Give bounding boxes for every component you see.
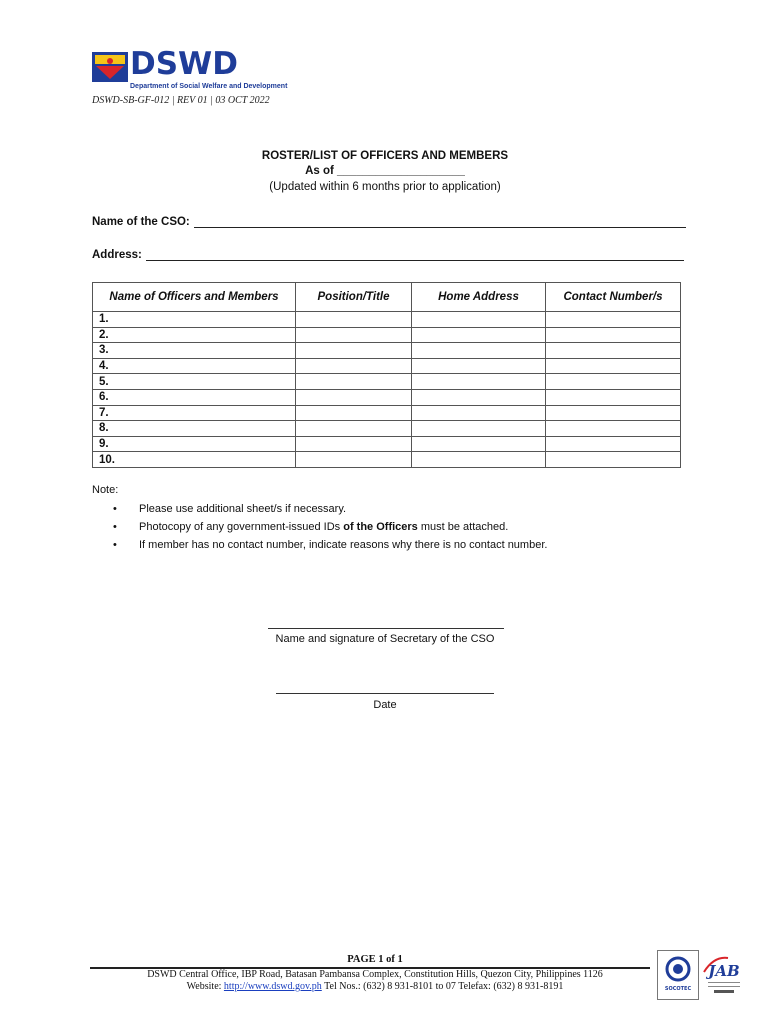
address-label: Address:: [92, 249, 142, 261]
name-cell[interactable]: 5.: [93, 374, 296, 390]
contact-cell[interactable]: [546, 312, 681, 328]
contact-cell[interactable]: [546, 436, 681, 452]
header-address: Home Address: [412, 283, 546, 312]
jab-label: JAB: [708, 962, 740, 980]
note-item-suffix: must be attached.: [417, 521, 509, 533]
header-name: Name of Officers and Members: [93, 283, 296, 312]
position-cell[interactable]: [296, 389, 412, 405]
position-cell[interactable]: [296, 327, 412, 343]
position-cell[interactable]: [296, 405, 412, 421]
footer-address: DSWD Central Office, IBP Road, Batasan Pambansa Complex, Constitution Hills, Quezon City, Philippines 1126: [147, 969, 603, 980]
socotec-cert-badge: [657, 950, 699, 1000]
address-blank[interactable]: [146, 248, 684, 261]
note-item: [113, 518, 547, 536]
page-number: PAGE 1 of 1: [347, 954, 403, 965]
address-cell[interactable]: [412, 389, 546, 405]
header-contact: Contact Number/s: [546, 283, 681, 312]
name-cell[interactable]: 8.: [93, 421, 296, 437]
note-item: • Please use additional sheet/s if necessary.: [113, 500, 547, 518]
logo-text: DSWD: [130, 46, 238, 82]
address-cell[interactable]: [412, 421, 546, 437]
note-label: Note:: [92, 484, 119, 496]
address-cell[interactable]: [412, 327, 546, 343]
note-item-text: Photocopy of any government-issued IDs: [139, 521, 344, 533]
contact-cell[interactable]: [546, 452, 681, 468]
name-cell[interactable]: 9.: [93, 436, 296, 452]
table-header-row: [93, 283, 681, 312]
address-field[interactable]: [92, 248, 684, 261]
accreditation-icon: [700, 952, 748, 998]
address-cell[interactable]: [412, 358, 546, 374]
contact-cell[interactable]: [546, 374, 681, 390]
dswd-emblem-icon: [92, 52, 128, 82]
update-note: (Updated within 6 months prior to application): [269, 181, 501, 193]
address-cell[interactable]: [412, 405, 546, 421]
table-row: [93, 389, 681, 405]
roster-body: [93, 312, 681, 468]
position-cell[interactable]: [296, 358, 412, 374]
date-label: Date: [373, 699, 397, 711]
note-item-bold: of the Officers: [343, 521, 418, 533]
position-cell[interactable]: [296, 343, 412, 359]
note-list: [113, 500, 547, 554]
table-row: [93, 405, 681, 421]
contact-numbers: Tel Nos.: (632) 8 931-8101 to 07 Telefax: (632) 8 931-8191: [321, 981, 564, 992]
website-link[interactable]: http://www.dswd.gov.ph: [223, 981, 322, 992]
secretary-signature-line[interactable]: [268, 628, 504, 629]
position-cell[interactable]: [296, 421, 412, 437]
position-cell[interactable]: [296, 312, 412, 328]
table-row: [93, 312, 681, 328]
position-cell[interactable]: [296, 374, 412, 390]
contact-cell[interactable]: [546, 358, 681, 374]
secretary-signature-label: Name and signature of Secretary of the CSO: [275, 633, 495, 645]
cert-label: SOCOTEC: [664, 986, 692, 992]
name-cell[interactable]: 3.: [93, 343, 296, 359]
name-cell[interactable]: 10.: [93, 452, 296, 468]
roster-table: [92, 282, 681, 468]
page-title: ROSTER/LIST OF OFFICERS AND MEMBERS: [261, 150, 509, 162]
footer-contact: [0, 981, 750, 992]
name-cell[interactable]: 4.: [93, 358, 296, 374]
name-cell[interactable]: 1.: [93, 312, 296, 328]
contact-cell[interactable]: [546, 421, 681, 437]
address-cell[interactable]: [412, 312, 546, 328]
cso-name-label: Name of the CSO:: [92, 216, 190, 228]
contact-cell[interactable]: [546, 405, 681, 421]
as-of-date: As of ____________________: [305, 165, 465, 177]
form-code: DSWD-SB-GF-012 | REV 01 | 03 OCT 2022: [92, 95, 270, 106]
address-cell[interactable]: [412, 343, 546, 359]
contact-cell[interactable]: [546, 389, 681, 405]
name-cell[interactable]: 2.: [93, 327, 296, 343]
certification-icon: [658, 951, 698, 999]
website-label: Website:: [186, 981, 224, 992]
table-row: [93, 374, 681, 390]
table-row: [93, 436, 681, 452]
address-cell[interactable]: [412, 436, 546, 452]
cso-name-blank[interactable]: [194, 215, 686, 228]
table-row: [93, 343, 681, 359]
name-cell[interactable]: 6.: [93, 389, 296, 405]
address-cell[interactable]: [412, 452, 546, 468]
table-row: [93, 452, 681, 468]
table-row: [93, 327, 681, 343]
name-cell[interactable]: 7.: [93, 405, 296, 421]
note-item: • If member has no contact number, indicate reasons why there is no contact number.: [113, 536, 547, 554]
address-cell[interactable]: [412, 374, 546, 390]
table-row: [93, 358, 681, 374]
contact-cell[interactable]: [546, 327, 681, 343]
jab-accreditation-badge: [700, 952, 748, 998]
position-cell[interactable]: [296, 452, 412, 468]
header-position: Position/Title: [296, 283, 412, 312]
cso-name-field[interactable]: [92, 215, 686, 228]
contact-cell[interactable]: [546, 343, 681, 359]
position-cell[interactable]: [296, 436, 412, 452]
logo-subtext: Department of Social Welfare and Development: [130, 83, 288, 90]
table-row: [93, 421, 681, 437]
dswd-logo: [92, 46, 288, 94]
date-line[interactable]: [276, 693, 494, 694]
